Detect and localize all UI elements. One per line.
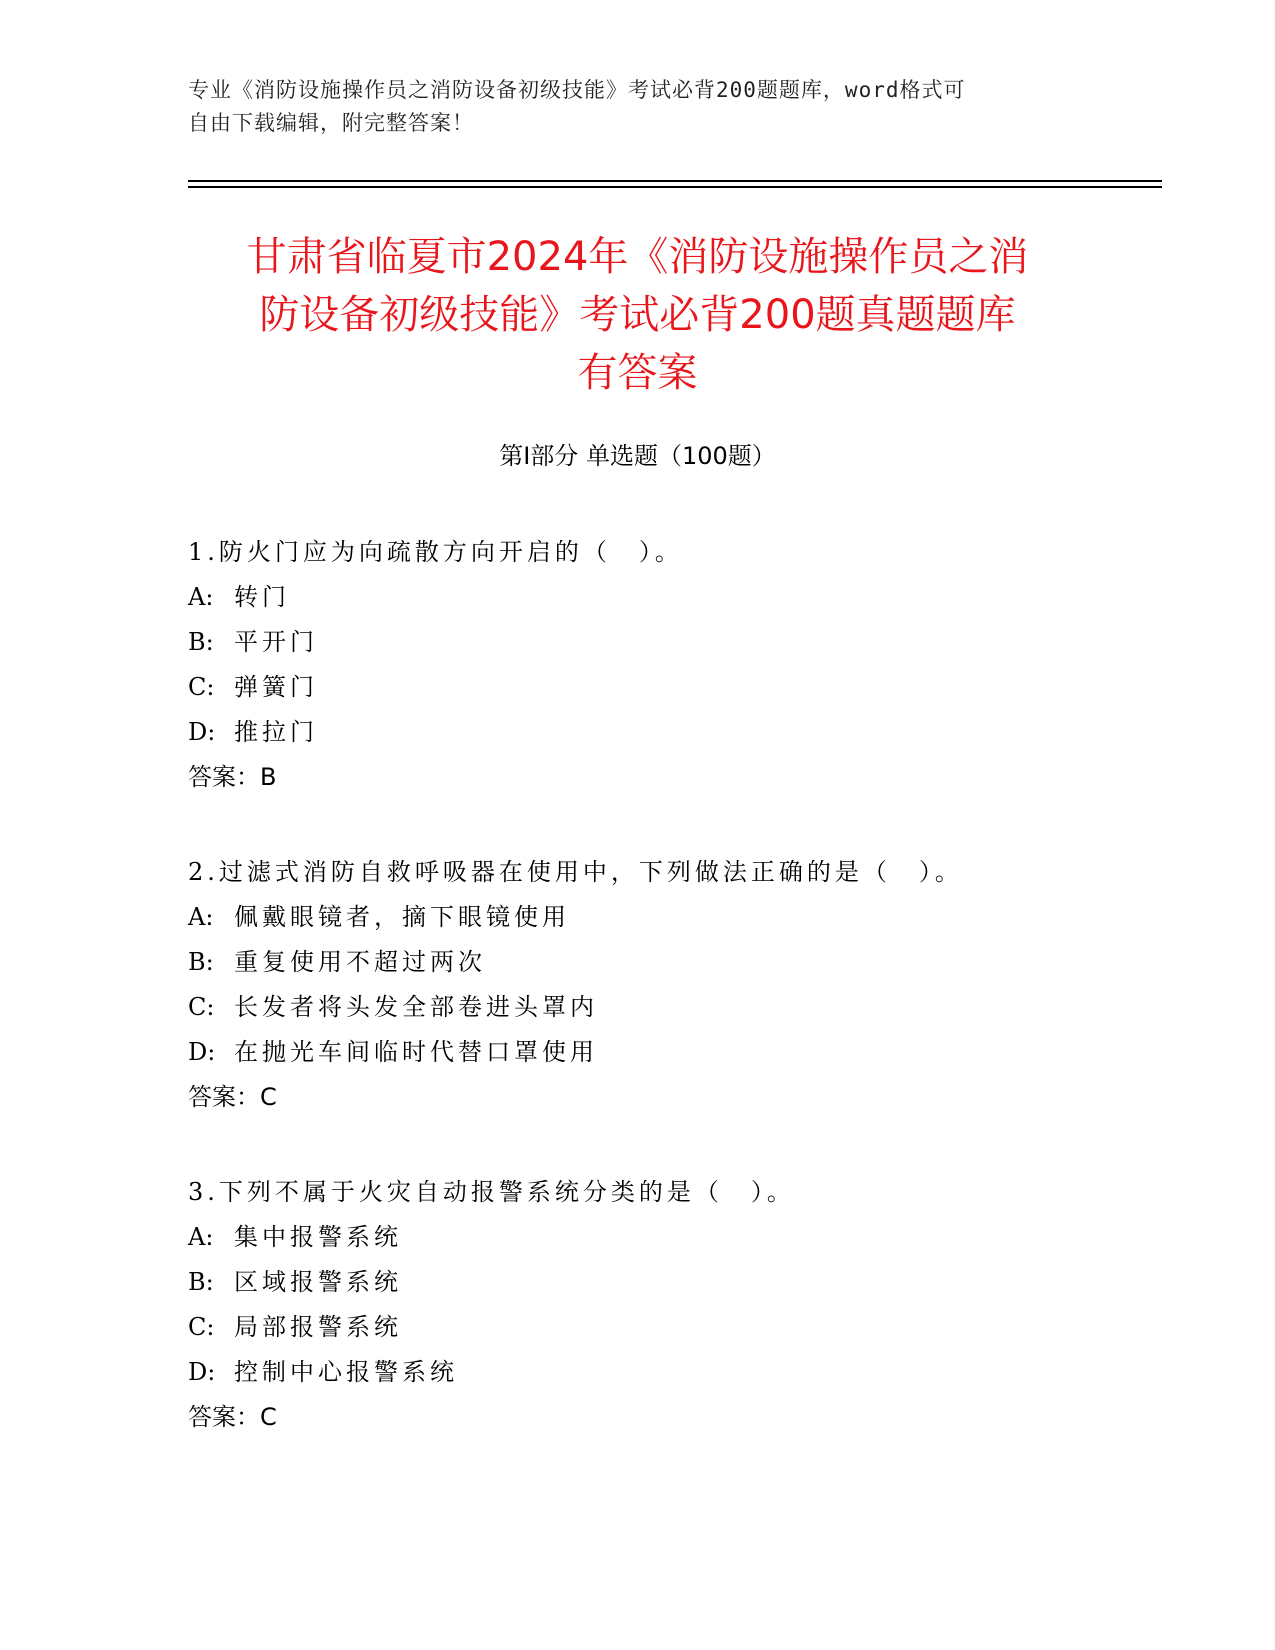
option-text: 弹簧门 [234, 673, 318, 701]
option-letter: B: [188, 1268, 214, 1296]
header-divider-top [188, 180, 1162, 182]
option-b [188, 940, 1138, 985]
option-text: 区域报警系统 [234, 1268, 402, 1296]
option-a [188, 1215, 1138, 1260]
option-b [188, 620, 1138, 665]
option-letter: A: [188, 1223, 214, 1251]
header-note [188, 74, 1088, 140]
option-letter: D: [188, 718, 216, 746]
option-letter: B: [188, 948, 214, 976]
page-title [150, 228, 1125, 402]
option-b [188, 1260, 1138, 1305]
option-text: 局部报警系统 [234, 1313, 402, 1341]
option-text: 平开门 [234, 628, 318, 656]
option-text: 在抛光车间临时代替口罩使用 [234, 1038, 598, 1066]
option-text: 长发者将头发全部卷进头罩内 [234, 993, 598, 1021]
option-text: 转门 [234, 583, 290, 611]
option-letter: C: [188, 1313, 215, 1341]
option-c [188, 665, 1138, 710]
header-note-line-1: 专业《消防设施操作员之消防设备初级技能》考试必背200题题库，word格式可 [188, 78, 966, 102]
option-a [188, 575, 1138, 620]
question-1 [188, 530, 1138, 800]
option-letter: D: [188, 1358, 216, 1386]
page-title-line-3: 有答案 [577, 350, 698, 396]
question-stem: 3.下列不属于火灾自动报警系统分类的是（ ）。 [188, 1178, 795, 1206]
option-a [188, 895, 1138, 940]
option-letter: A: [188, 903, 214, 931]
option-letter: D: [188, 1038, 216, 1066]
option-letter: B: [188, 628, 214, 656]
option-c [188, 1305, 1138, 1350]
option-text: 集中报警系统 [234, 1223, 402, 1251]
page-title-line-1: 甘肃省临夏市2024年《消防设施操作员之消 [246, 234, 1029, 280]
header-note-line-2: 自由下载编辑，附完整答案！ [188, 111, 474, 135]
option-letter: C: [188, 993, 215, 1021]
option-text: 推拉门 [234, 718, 318, 746]
option-text: 重复使用不超过两次 [234, 948, 486, 976]
option-d [188, 1350, 1138, 1395]
option-text: 控制中心报警系统 [234, 1358, 458, 1386]
option-d [188, 710, 1138, 755]
answer-line: 答案：C [188, 1403, 277, 1431]
option-text: 佩戴眼镜者，摘下眼镜使用 [234, 903, 570, 931]
section-heading: 第Ⅰ部分 单选题（100题） [499, 442, 776, 470]
question-stem: 2.过滤式消防自救呼吸器在使用中，下列做法正确的是（ ）。 [188, 858, 963, 886]
option-c [188, 985, 1138, 1030]
header-divider-bottom [188, 186, 1162, 188]
answer-line: 答案：B [188, 763, 277, 791]
question-2 [188, 850, 1138, 1120]
option-letter: A: [188, 583, 214, 611]
option-letter: C: [188, 673, 215, 701]
question-3 [188, 1170, 1138, 1440]
question-stem: 1.防火门应为向疏散方向开启的（ ）。 [188, 538, 683, 566]
answer-line: 答案：C [188, 1083, 277, 1111]
option-d [188, 1030, 1138, 1075]
page-title-line-2: 防设备初级技能》考试必背200题真题题库 [259, 292, 1016, 338]
